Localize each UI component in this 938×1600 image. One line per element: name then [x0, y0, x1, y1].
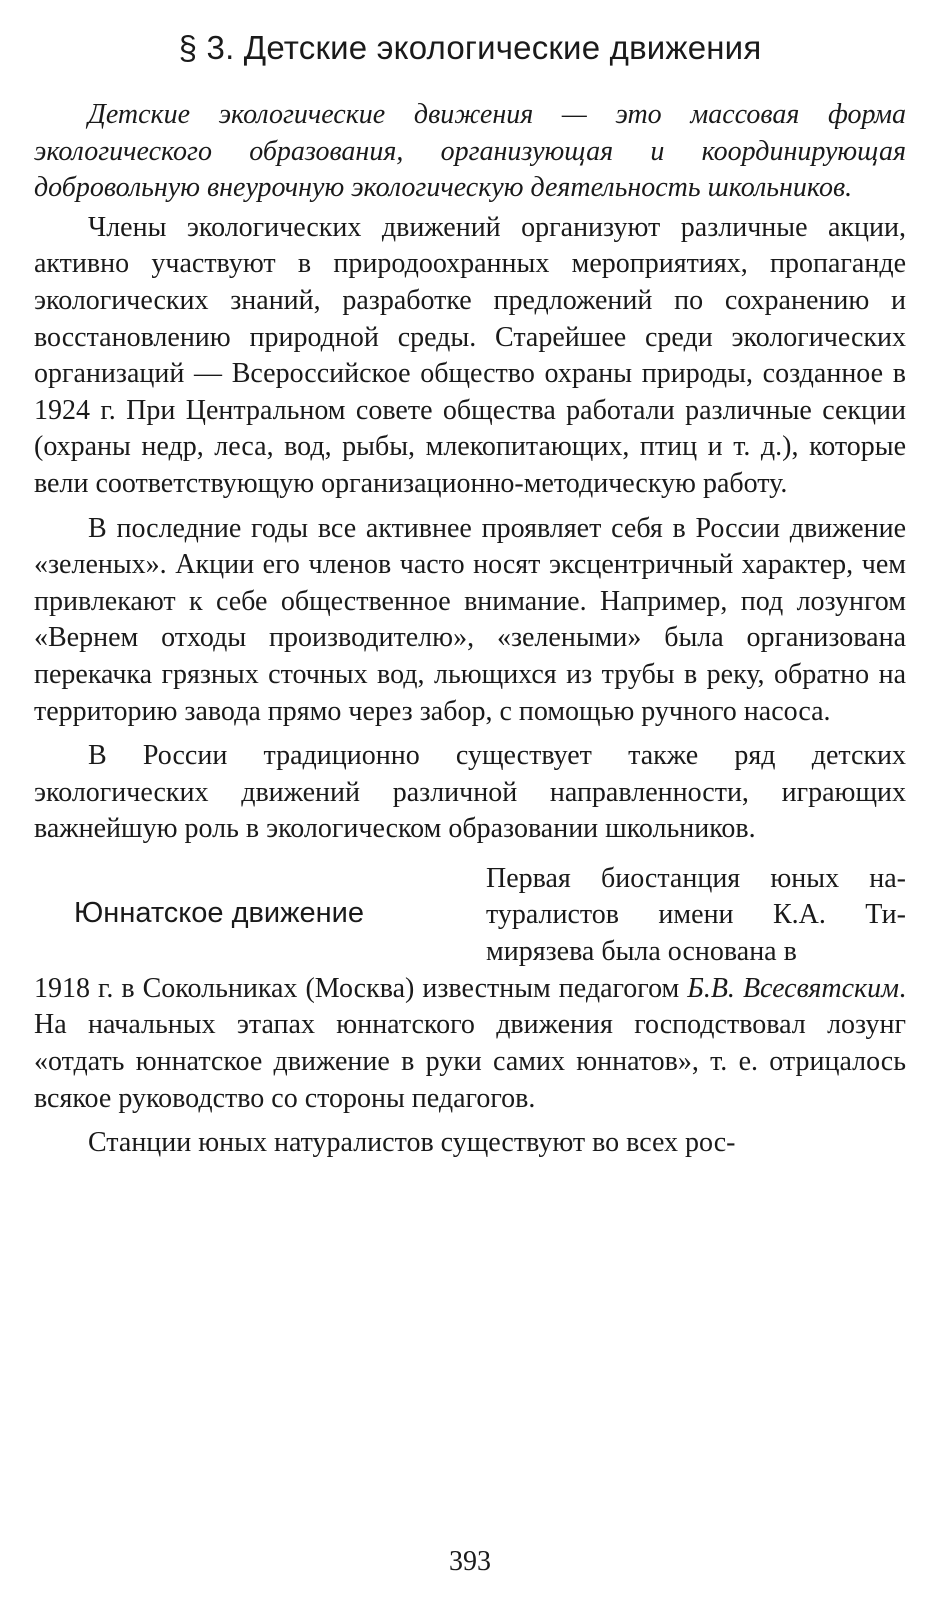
- section-title: § 3. Детские экологические движения: [178, 29, 762, 66]
- author-name: Б.В. Всесвятским: [687, 972, 900, 1004]
- continuation-start-text: 1918 г. в Сокольниках (Москва) известным педагогом: [34, 972, 688, 1004]
- body-paragraph: Члены экологических движений организуют различные акции, активно участвуют в природоохранных мероприятиях, пропаганде экологических знаний, разработке предложений по сохранению и восстановлению природной среды. Старейшее среди экологических организаций — Всероссийское общество охраны природы, созданное в 1924 г. При Центральном совете общества работали различные секции (охраны недр, леса, вод, рыбы, млекопитающих, птиц и т. д.), которые вели соответствующую организационно-методическую работу.: [34, 211, 906, 499]
- subsection-heading: Юннатское движение: [74, 896, 364, 929]
- definition-paragraph: Детские экологические движения — это массовая форма экологического образования, организующая и координирующая добровольную внеурочную экологическую деятельность школьников.: [34, 99, 906, 204]
- body-paragraph: В последние годы все активнее проявляет себя в России движение «зеленых». Акции его членов часто носят эксцентричный характер, чем привлекают к себе общественное внимание. Например, под лозунгом «Вернем отходы производителю», «зелеными» была организована перекачка грязных сточных вод, льющихся из трубы в реку, обратно на территорию завода прямо через забор, с помощью ручного насоса.: [34, 512, 906, 727]
- page-number: 393: [449, 1546, 491, 1577]
- subsection-side-text: Первая биостанция юных натуралистов имени К.А. Тимирязева была основана в: [486, 862, 906, 968]
- subsection-header-block: [34, 861, 906, 971]
- continuation-end-text: . На начальных этапах юннатского движения господствовал лозунг «отдать юннатское движение в руки самих юннатов», т. е. отрицалось всякое руководство со стороны педагогов.: [34, 972, 907, 1114]
- subsection-continuation-paragraph: [34, 971, 906, 1117]
- book-page: [34, 0, 906, 1600]
- body-paragraph: Станции юных натуралистов существуют во всех рос-: [88, 1127, 736, 1159]
- body-paragraph: В России традиционно существует также ряд детских экологических движений различной направленности, играющих важнейшую роль в экологическом образовании школьников.: [34, 740, 906, 845]
